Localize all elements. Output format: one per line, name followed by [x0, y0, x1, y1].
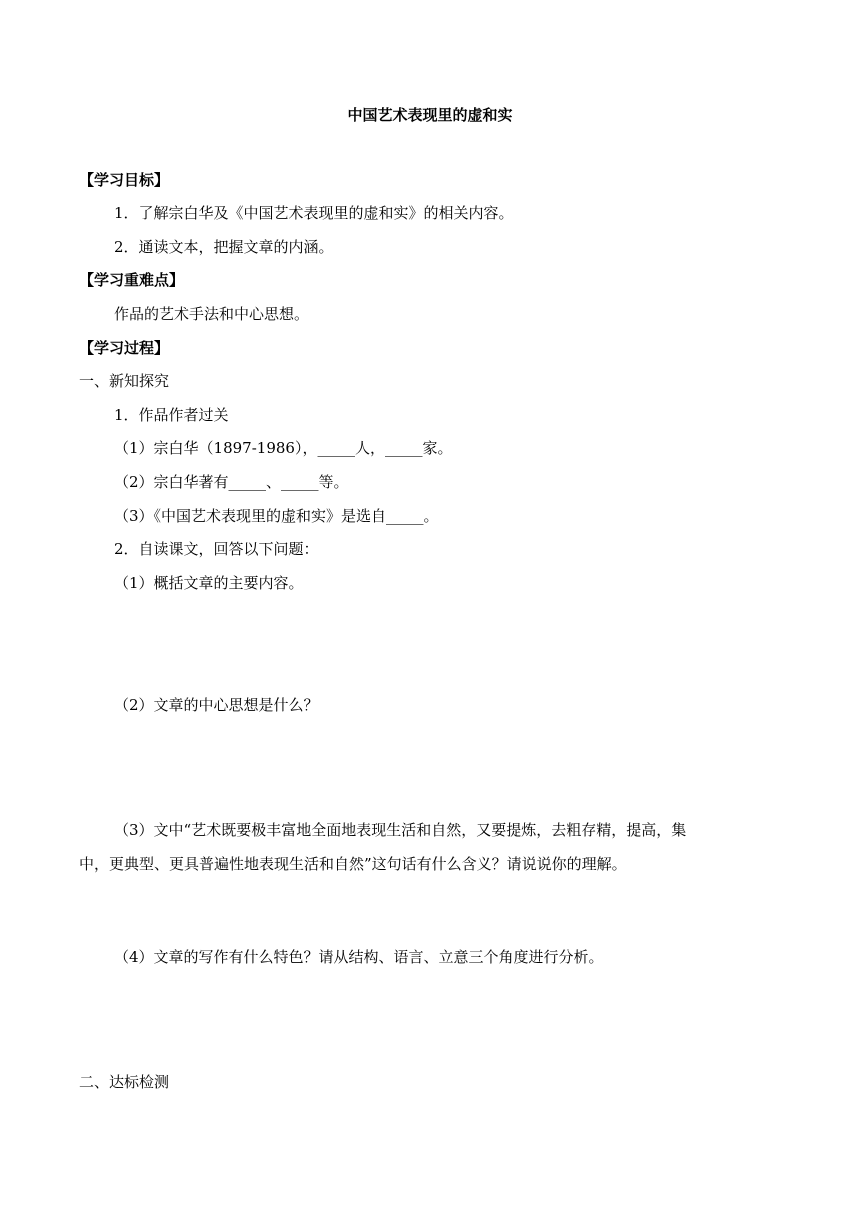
question-1-item-1: （1）宗白华（1897-1986），_____人，_____家。: [114, 439, 453, 457]
section-2-label: 二、达标检测: [79, 1073, 170, 1091]
question-1-item-2: （2）宗白华著有_____、_____等。: [114, 473, 349, 491]
page-title: 中国艺术表现里的虚和实: [347, 106, 513, 124]
question-2-item-1: （1）概括文章的主要内容。: [114, 574, 304, 592]
question-2-item-4: （4）文章的写作有什么特色？请从结构、语言、立意三个角度进行分析。: [114, 948, 604, 966]
question-2-label: 2．自读课文，回答以下问题：: [114, 540, 319, 558]
question-1-label: 1．作品作者过关: [114, 406, 229, 424]
question-1-item-3: （3）《中国艺术表现里的虚和实》是选自_____。: [114, 507, 439, 525]
question-2-item-3-line-2: 中，更典型、更具普遍性地表现生活和自然”这句话有什么含义？请说说你的理解。: [79, 855, 627, 873]
section-1-label: 一、新知探究: [79, 372, 170, 390]
key-points-heading: 【学习重难点】: [79, 271, 185, 289]
question-2-item-2: （2）文章的中心思想是什么？: [114, 696, 319, 714]
question-2-item-3-line-1: （3）文中“艺术既要极丰富地全面地表现生活和自然，又要提炼，去粗存精，提高，集: [114, 821, 687, 839]
objective-item-2: 2．通读文本，把握文章的内涵。: [114, 238, 334, 256]
key-points-text: 作品的艺术手法和中心思想。: [114, 305, 310, 323]
objectives-heading: 【学习目标】: [79, 171, 170, 189]
process-heading: 【学习过程】: [79, 339, 170, 357]
objective-item-1: 1．了解宗白华及《中国艺术表现里的虚和实》的相关内容。: [114, 204, 514, 222]
